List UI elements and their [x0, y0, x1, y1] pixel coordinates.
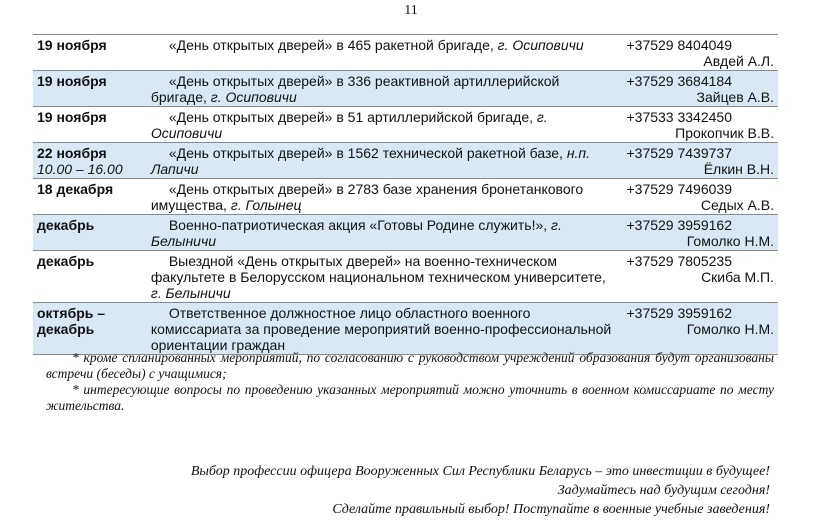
- table-row: [33, 303, 778, 355]
- event-date-cell: [33, 35, 147, 71]
- event-place: н.п. Лапичи: [150, 145, 590, 177]
- event-place: г. Белыничи: [150, 285, 231, 301]
- table-row: [33, 143, 778, 179]
- closing-slogan: [70, 462, 770, 519]
- event-place: г. Белыничи: [150, 217, 562, 249]
- event-title: «День открытых дверей» в 2783 базе хранения бронетанкового имущества,: [150, 181, 584, 213]
- event-date: 19 ноября: [37, 37, 107, 53]
- contact-person: Седых А.В.: [700, 197, 774, 213]
- event-description-cell: [147, 303, 623, 355]
- contact-person: Скиба М.П.: [701, 269, 774, 285]
- event-date-cell: [33, 179, 147, 215]
- event-place: г. Осиповичи: [150, 109, 548, 141]
- event-date: 18 декабря: [37, 181, 114, 197]
- event-contact-cell: [622, 303, 778, 355]
- event-date-cell: [33, 107, 147, 143]
- event-contact-cell: [622, 215, 778, 251]
- slogan-line: Сделайте правильный выбор! Поступайте в военные учебные заведения!: [332, 502, 770, 517]
- table-row: [33, 107, 778, 143]
- event-contact-cell: [622, 35, 778, 71]
- contact-phone: +37529 3684184: [626, 73, 732, 89]
- event-place: г. Осиповичи: [210, 89, 297, 105]
- table-row: [33, 71, 778, 107]
- event-title: «День открытых дверей» в 465 ракетной бригаде,: [168, 37, 494, 53]
- contact-person: Прокопчик В.В.: [675, 125, 774, 141]
- contact-phone: +37529 7496039: [626, 181, 732, 197]
- event-title: Выездной «День открытых дверей» на военно-техническом факультете в Белорусском национальном техническом университете,: [150, 253, 606, 285]
- event-description-cell: [147, 107, 623, 143]
- event-date-cell: [33, 143, 147, 179]
- event-title: Военно-патриотическая акция «Готовы Родине служить!»,: [168, 217, 548, 233]
- contact-phone: +37533 3342450: [626, 109, 732, 125]
- event-description-cell: [147, 179, 623, 215]
- slogan-line: Выбор профессии офицера Вооруженных Сил Республики Беларусь – это инвестиции в будущее!: [190, 464, 770, 479]
- event-place: г. Голынец: [230, 197, 302, 213]
- event-date-cell: [33, 71, 147, 107]
- contact-person: Ёлкин В.Н.: [703, 161, 774, 177]
- footnote: * кроме спланированных мероприятий, по согласованию с руководством учреждений образования будут организованы встречи (беседы) с учащимися;: [46, 350, 774, 381]
- event-contact-cell: [622, 251, 778, 303]
- events-table: [33, 34, 778, 355]
- contact-phone: +37529 7439737: [626, 145, 732, 161]
- page-number: 11: [404, 3, 418, 18]
- event-date: декабрь: [37, 217, 95, 233]
- event-description-cell: [147, 143, 623, 179]
- event-title: Ответственное должностное лицо областного военного комиссариата за проведение мероприятий военно-профессиональной ориентации граждан: [150, 305, 612, 353]
- event-description-cell: [147, 71, 623, 107]
- contact-person: Гомолко Н.М.: [686, 321, 774, 337]
- event-contact-cell: [622, 143, 778, 179]
- event-title: «День открытых дверей» в 336 реактивной артиллерийской бригаде,: [150, 73, 560, 105]
- event-description-cell: [147, 215, 623, 251]
- event-date: 22 ноября: [37, 145, 107, 161]
- contact-person: Авдей А.Л.: [703, 53, 774, 69]
- contact-person: Зайцев А.В.: [696, 89, 774, 105]
- event-date: 19 ноября: [37, 109, 107, 125]
- footnotes: [46, 350, 774, 414]
- event-title: «День открытых дверей» в 51 артиллерийской бригаде,: [168, 109, 533, 125]
- contact-person: Гомолко Н.М.: [686, 233, 774, 249]
- event-date-cell: [33, 215, 147, 251]
- event-contact-cell: [622, 107, 778, 143]
- event-description-cell: [147, 35, 623, 71]
- event-title: «День открытых дверей» в 1562 технической ракетной базе,: [168, 145, 563, 161]
- table-row: [33, 35, 778, 71]
- table-row: [33, 179, 778, 215]
- event-time: 10.00 – 16.00: [37, 161, 123, 177]
- event-description-cell: [147, 251, 623, 303]
- table-row: [33, 215, 778, 251]
- footnote: * интересующие вопросы по проведению указанных мероприятий можно уточнить в военном комиссариате по месту жительства.: [46, 382, 774, 413]
- event-contact-cell: [622, 71, 778, 107]
- contact-phone: +37529 3959162: [626, 217, 732, 233]
- event-date: 19 ноября: [37, 73, 107, 89]
- event-date-cell: [33, 251, 147, 303]
- table-row: [33, 251, 778, 303]
- event-date-cell: [33, 303, 147, 355]
- slogan-line: Задумайтесь над будущим сегодня!: [557, 483, 770, 498]
- contact-phone: +37529 8404049: [626, 37, 732, 53]
- event-contact-cell: [622, 179, 778, 215]
- contact-phone: +37529 3959162: [626, 305, 732, 321]
- contact-phone: +37529 7805235: [626, 253, 732, 269]
- event-date: декабрь: [37, 253, 95, 269]
- event-place: г. Осиповичи: [497, 37, 584, 53]
- event-date: октябрь – декабрь: [37, 305, 106, 337]
